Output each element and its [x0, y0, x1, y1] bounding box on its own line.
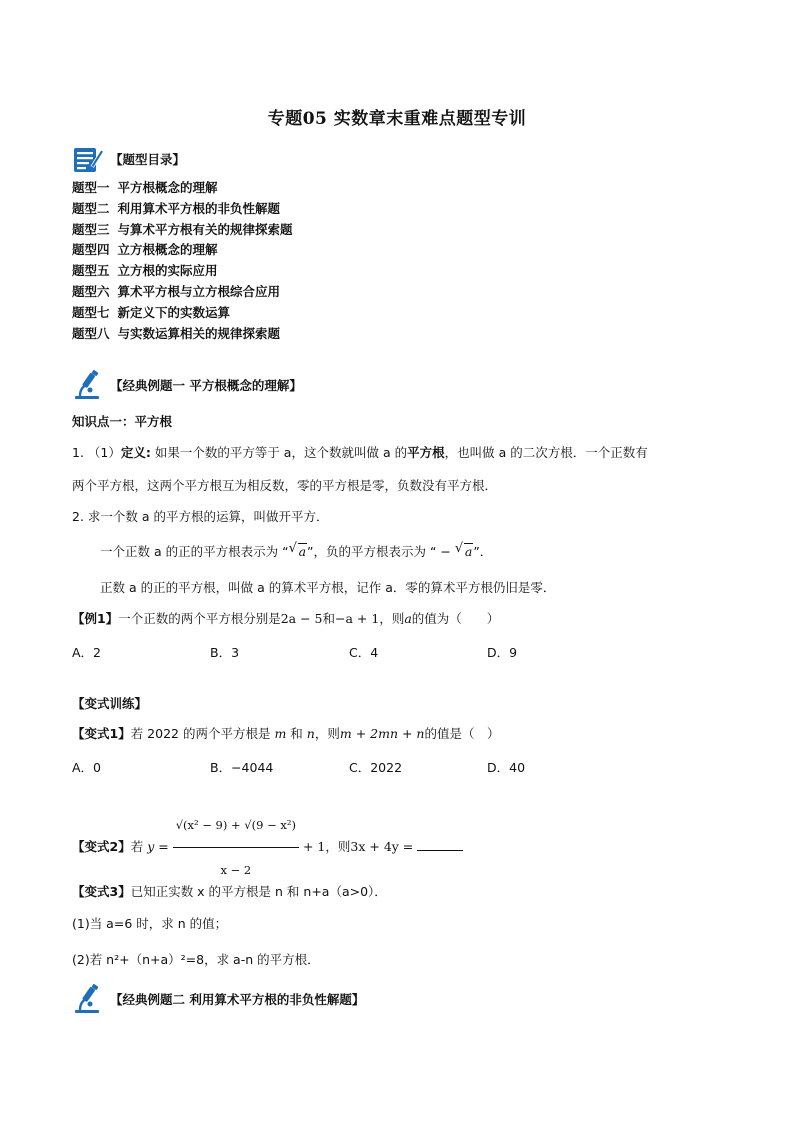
variant-1-option-d[interactable]: D．40 — [487, 760, 526, 775]
section1-header — [72, 370, 302, 400]
paragraph-1a: 1. （1）定义: 如果一个数的平方等于 a，这个数就叫做 a 的平方根，也叫做 a 的二次方根．一个正数有 — [72, 445, 648, 460]
variant-1-question: 【变式1】若 2022 的两个平方根是 m 和 n，则m + 2mn + n的值是（ ） — [72, 726, 500, 741]
example-1-option-b[interactable]: B．3 — [210, 645, 240, 660]
variant-1-option-c[interactable]: C．2022 — [349, 760, 403, 775]
paragraph-2: 2. 求一个数 a 的平方根的运算，叫做开平方． — [72, 509, 329, 524]
variant-3-part-2: (2)若 n²+（n+a）²=8，求 a-n 的平方根． — [72, 952, 320, 967]
variant-2-question: 【变式2】若 y = $\frac{\text{√(x² − 9) + √(9 − x²)}}{x - 2}$ + 1，则3x + 4y = — [72, 805, 463, 890]
variant-1-option-a[interactable]: A．0 — [72, 760, 102, 775]
variant-3-part-1: (1)当 a=6 时，求 n 的值； — [72, 916, 228, 931]
section2-header-text: 【经典例题二 利用算术平方根的非负性解题】 — [110, 992, 365, 1007]
variant-3-question: 【变式3】已知正实数 x 的平方根是 n 和 n+a（a>0）． — [72, 884, 387, 899]
example-1-option-c[interactable]: C．4 — [349, 645, 379, 660]
notepad-pen-icon — [72, 144, 104, 174]
example-1-option-a[interactable]: A．2 — [72, 645, 102, 660]
toc-item[interactable]: 题型六 算术平方根与立方根综合应用 — [72, 283, 281, 299]
section1-header-text: 【经典例题一 平方根概念的理解】 — [110, 378, 302, 393]
paragraph-1b: 两个平方根，这两个平方根互为相反数，零的平方根是零，负数没有平方根． — [72, 478, 498, 493]
sqrt-a-neg: √ a — [454, 541, 473, 559]
toc-item[interactable]: 题型八 与实数运算相关的规律探索题 — [72, 325, 281, 341]
toc-item[interactable]: 题型二 利用算术平方根的非负性解题 — [72, 200, 281, 216]
toc-list — [72, 178, 293, 344]
toc-header-text: 【题型目录】 — [110, 152, 186, 167]
answer-blank[interactable] — [417, 837, 463, 851]
toc-item[interactable]: 题型三 与算术平方根有关的规律探索题 — [72, 221, 293, 237]
example-1-option-d[interactable]: D．9 — [487, 645, 518, 660]
paragraph-4: 正数 a 的正的平方根，叫做 a 的算术平方根，记作 a．零的算术平方根仍旧是零． — [100, 580, 556, 595]
microscope-icon — [72, 370, 104, 400]
fraction: $\frac{\text{√(x² − 9) + √(9 − x²)}}{x - 2}$ — [173, 805, 299, 890]
toc-item[interactable]: 题型四 立方根概念的理解 — [72, 242, 218, 258]
section2-header — [72, 984, 364, 1014]
toc-header — [72, 144, 185, 174]
variants-header: 【变式训练】 — [72, 696, 148, 711]
sqrt-a: √ a — [288, 541, 307, 559]
toc-item[interactable]: 题型五 立方根的实际应用 — [72, 263, 218, 279]
toc-item[interactable]: 题型七 新定义下的实数运算 — [72, 304, 231, 320]
knowledge-point: 知识点一：平方根 — [72, 414, 173, 429]
toc-item[interactable]: 题型一 平方根概念的理解 — [72, 180, 218, 195]
example-1-question: 【例1】一个正数的两个平方根分别是2a − 5和−a + 1，则a的值为（ ） — [72, 611, 500, 626]
microscope-icon — [72, 984, 104, 1014]
paragraph-3: 一个正数 a 的正的平方根表示为 “ √ a”，负的平方根表示为 “ − √ a”． — [100, 541, 493, 559]
page-title: 专题05 实数章末重难点题型专训 — [267, 109, 527, 129]
variant-1-option-b[interactable]: B．−4044 — [210, 760, 274, 775]
